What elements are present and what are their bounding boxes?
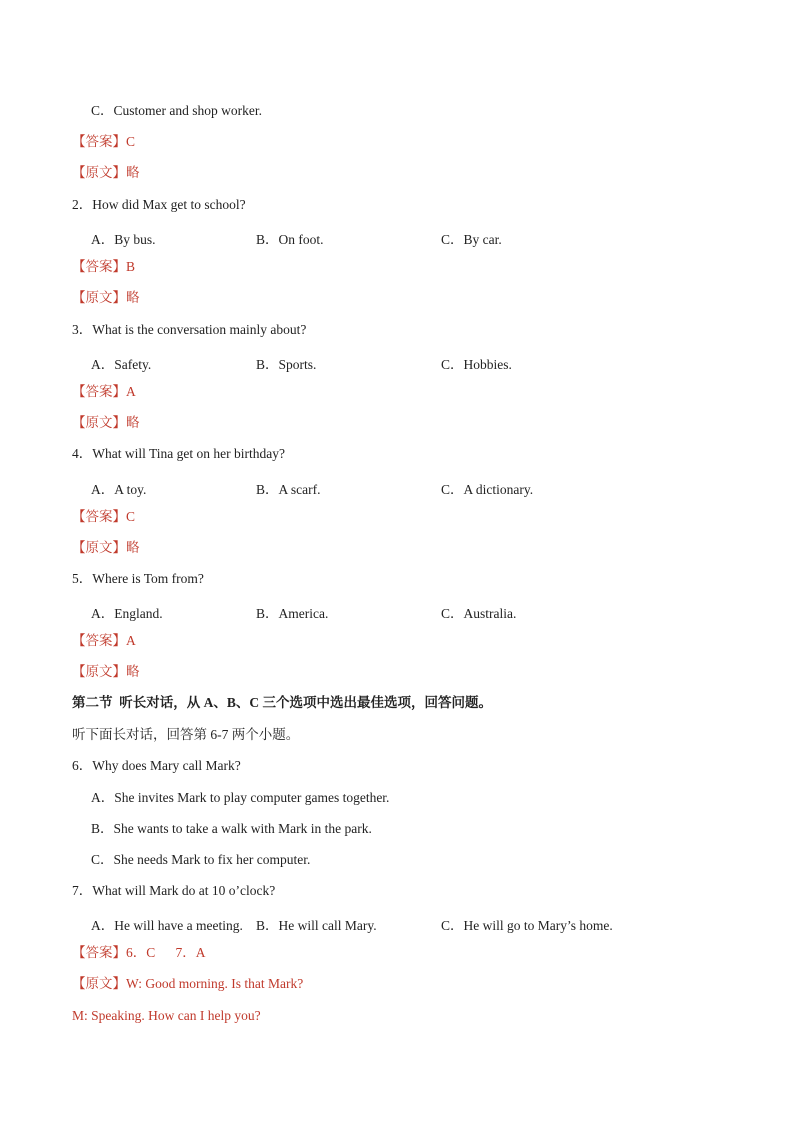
- answer-value: C: [126, 134, 136, 149]
- answer-2: [72, 259, 135, 275]
- q3-option-c: C．Hobbies.: [441, 357, 512, 372]
- transcript-4: [72, 540, 140, 556]
- transcript-tag: 【原文】: [72, 165, 126, 180]
- transcript-3: [72, 415, 140, 431]
- answer-5: [72, 633, 136, 649]
- question-7: 7．What will Mark do at 10 o’clock?: [72, 883, 276, 898]
- answer-value: C: [126, 509, 136, 524]
- transcript-6-7: [72, 976, 303, 992]
- q6-option-a: A．She invites Mark to play computer games together.: [91, 790, 390, 805]
- q5-option-c: C．Australia.: [441, 606, 517, 621]
- transcript-tag: 【原文】: [72, 976, 126, 991]
- transcript-tag: 【原文】: [72, 540, 126, 555]
- transcript-value: 略: [126, 540, 140, 555]
- answer-value: A: [126, 633, 136, 648]
- transcript-tag: 【原文】: [72, 664, 126, 679]
- q7-option-a: A．He will have a meeting.: [91, 918, 243, 933]
- answer-value: 6．C 7．A: [126, 945, 206, 960]
- transcript-value: 略: [126, 415, 140, 430]
- transcript-5: [72, 664, 140, 680]
- answer-3: [72, 384, 136, 400]
- q6-option-c: C．She needs Mark to fix her computer.: [91, 852, 311, 867]
- q7-option-c: C．He will go to Mary’s home.: [441, 918, 613, 933]
- question-6: 6．Why does Mary call Mark?: [72, 758, 241, 773]
- q2-option-a: A．By bus.: [91, 232, 156, 247]
- answer-value: A: [126, 384, 136, 399]
- q1-option-c: C．Customer and shop worker.: [91, 103, 262, 118]
- answer-tag: 【答案】: [72, 259, 126, 274]
- q4-option-c: C．A dictionary.: [441, 482, 534, 497]
- question-5: 5．Where is Tom from?: [72, 571, 204, 586]
- transcript-1: [72, 165, 140, 181]
- q6-option-b: B．She wants to take a walk with Mark in the park.: [91, 821, 372, 836]
- section-2-instruction: 听下面长对话，回答第 6-7 两个小题。: [72, 727, 300, 742]
- q3-option-a: A．Safety.: [91, 357, 152, 372]
- q7-option-b: B．He will call Mary.: [256, 918, 377, 933]
- answer-tag: 【答案】: [72, 134, 126, 149]
- answer-1: [72, 134, 135, 150]
- transcript-tag: 【原文】: [72, 290, 126, 305]
- answer-value: B: [126, 259, 136, 274]
- question-4: 4．What will Tina get on her birthday?: [72, 446, 285, 461]
- q4-option-a: A．A toy.: [91, 482, 147, 497]
- answer-tag: 【答案】: [72, 945, 126, 960]
- q5-option-b: B．America.: [256, 606, 329, 621]
- q4-option-b: B．A scarf.: [256, 482, 321, 497]
- answer-tag: 【答案】: [72, 509, 126, 524]
- question-3: 3．What is the conversation mainly about?: [72, 322, 307, 337]
- q2-option-b: B．On foot.: [256, 232, 324, 247]
- transcript-value: 略: [126, 290, 140, 305]
- q3-option-b: B．Sports.: [256, 357, 317, 372]
- transcript-2: [72, 290, 140, 306]
- answer-tag: 【答案】: [72, 384, 126, 399]
- question-2: 2．How did Max get to school?: [72, 197, 246, 212]
- q2-option-c: C．By car.: [441, 232, 502, 247]
- q5-option-a: A．England.: [91, 606, 163, 621]
- transcript-value: 略: [126, 165, 140, 180]
- answer-6-7: [72, 945, 206, 961]
- answer-tag: 【答案】: [72, 633, 126, 648]
- transcript-tag: 【原文】: [72, 415, 126, 430]
- transcript-value: W: Good morning. Is that Mark?: [126, 976, 304, 991]
- answer-4: [72, 509, 135, 525]
- transcript-value: 略: [126, 664, 140, 679]
- dialog-line: M: Speaking. How can I help you?: [72, 1008, 261, 1023]
- section-2-heading: 第二节 听长对话，从 A、B、C 三个选项中选出最佳选项，回答问题。: [72, 695, 493, 710]
